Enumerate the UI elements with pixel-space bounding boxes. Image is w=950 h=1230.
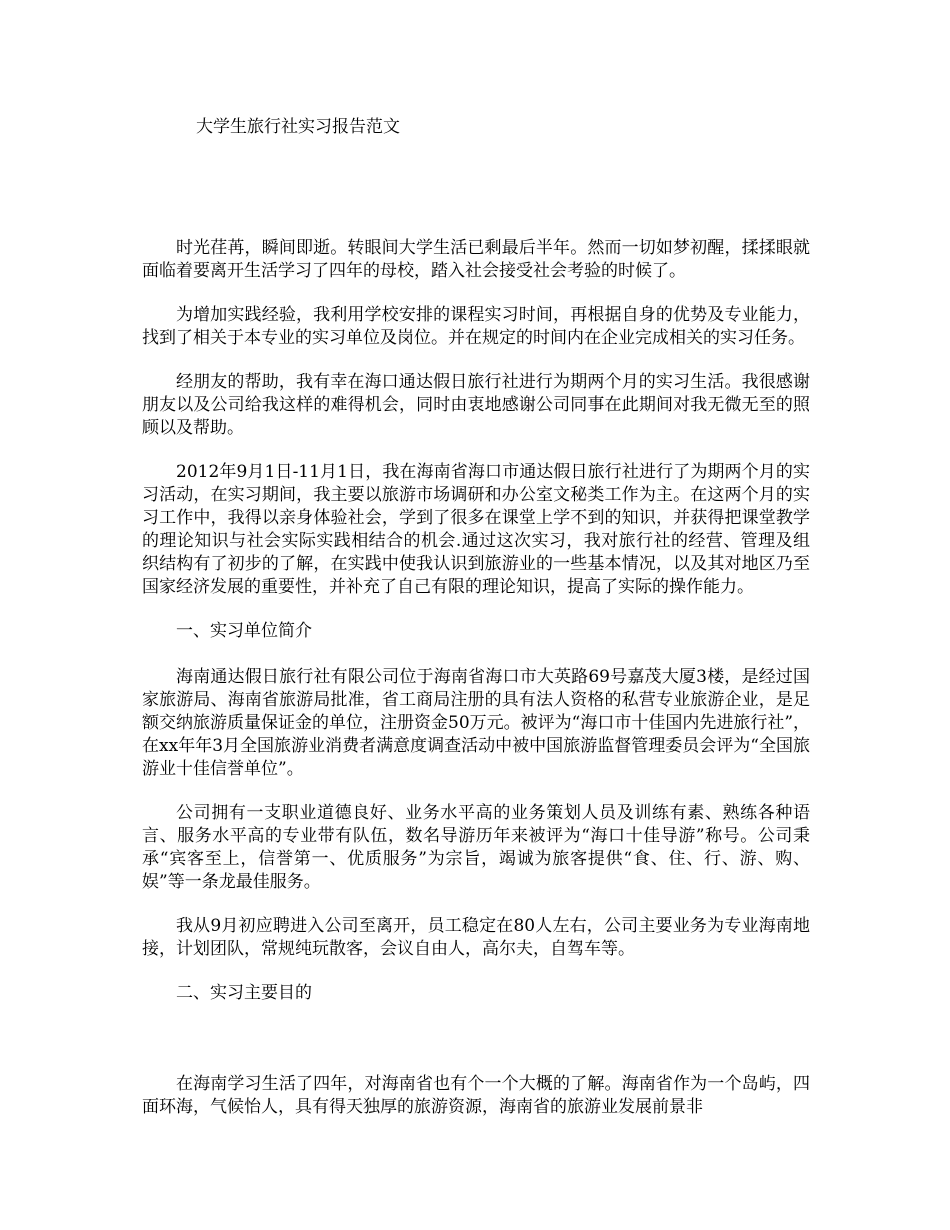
paragraph-internship-period: 2012年9月1日-11月1日，我在海南省海口市通达假日旅行社进行了为期两个月的实习活动，在实习期间，我主要以旅游市场调研和办公室文秘类工作为主。在这两个月的实习工作中，我得以亲身体验社会，学到了很多在课堂上学不到的知识，并获得把课堂教学的理论知识与社会实际实践相结合的机会.通过这次实习，我对旅行社的经营、管理及组织结构有了初步的了解，在实践中使我认识到旅游业的一些基本情况，以及其对地区乃至国家经济发展的重要性，并补充了自己有限的理论知识，提高了实际的操作能力。: [142, 462, 810, 597]
paragraph-gratitude: 经朋友的帮助，我有幸在海口通达假日旅行社进行为期两个月的实习生活。我很感谢朋友以及公司给我这样的难得机会，同时由衷地感谢公司同事在此期间对我无微无至的照顾以及帮助。: [142, 372, 810, 438]
document-title: 大学生旅行社实习报告范文: [196, 117, 400, 137]
paragraph-company-profile: 海南通达假日旅行社有限公司位于海南省海口市大英路69号嘉茂大厦3楼，是经过国家旅游局、海南省旅游局批准，省工商局注册的具有法人资格的私营专业旅游企业，是足额交纳旅游质量保证金的单位，注册资金50万元。被评为“海口市十佳国内先进旅行社”，在xx年年3月全国旅游业消费者满意度调查活动中被中国旅游监督管理委员会评为“全国旅游业十佳信誉单位”。: [142, 667, 811, 779]
paragraph-hainan-overview: 在海南学习生活了四年，对海南省也有个一个大概的了解。海南省作为一个岛屿，四面环海，气候怡人，具有得天独厚的旅游资源，海南省的旅游业发展前景非: [142, 1074, 810, 1117]
document-body: [142, 237, 810, 1140]
section-heading-company-intro: 一、实习单位简介: [176, 621, 312, 641]
paragraph-intro: 时光荏苒，瞬间即逝。转眼间大学生活已剩最后半年。然而一切如梦初醒，揉揉眼就面临着要离开生活学习了四年的母校，踏入社会接受社会考验的时候了。: [142, 238, 810, 281]
section-heading-internship-goal: 二、实习主要目的: [176, 983, 312, 1003]
paragraph-company-team: 公司拥有一支职业道德良好、业务水平高的业务策划人员及训练有素、熟练各种语言、服务水平高的专业带有队伍，数名导游历年来被评为“海口十佳导游”称号。公司秉承“宾客至上，信誉第一、优质服务”为宗旨，竭诚为旅客提供“食、住、行、游、购、娱”等一条龙最佳服务。: [142, 803, 810, 892]
paragraph-company-business: 我从9月初应聘进入公司至离开，员工稳定在80人左右，公司主要业务为专业海南地接，计划团队，常规纯玩散客，会议自由人，高尔夫，自驾车等。: [142, 916, 810, 959]
paragraph-practice-purpose: 为增加实践经验，我利用学校安排的课程实习时间，再根据自身的优势及专业能力，找到了相关于本专业的实习单位及岗位。并在规定的时间内在企业完成相关的实习任务。: [142, 305, 810, 348]
